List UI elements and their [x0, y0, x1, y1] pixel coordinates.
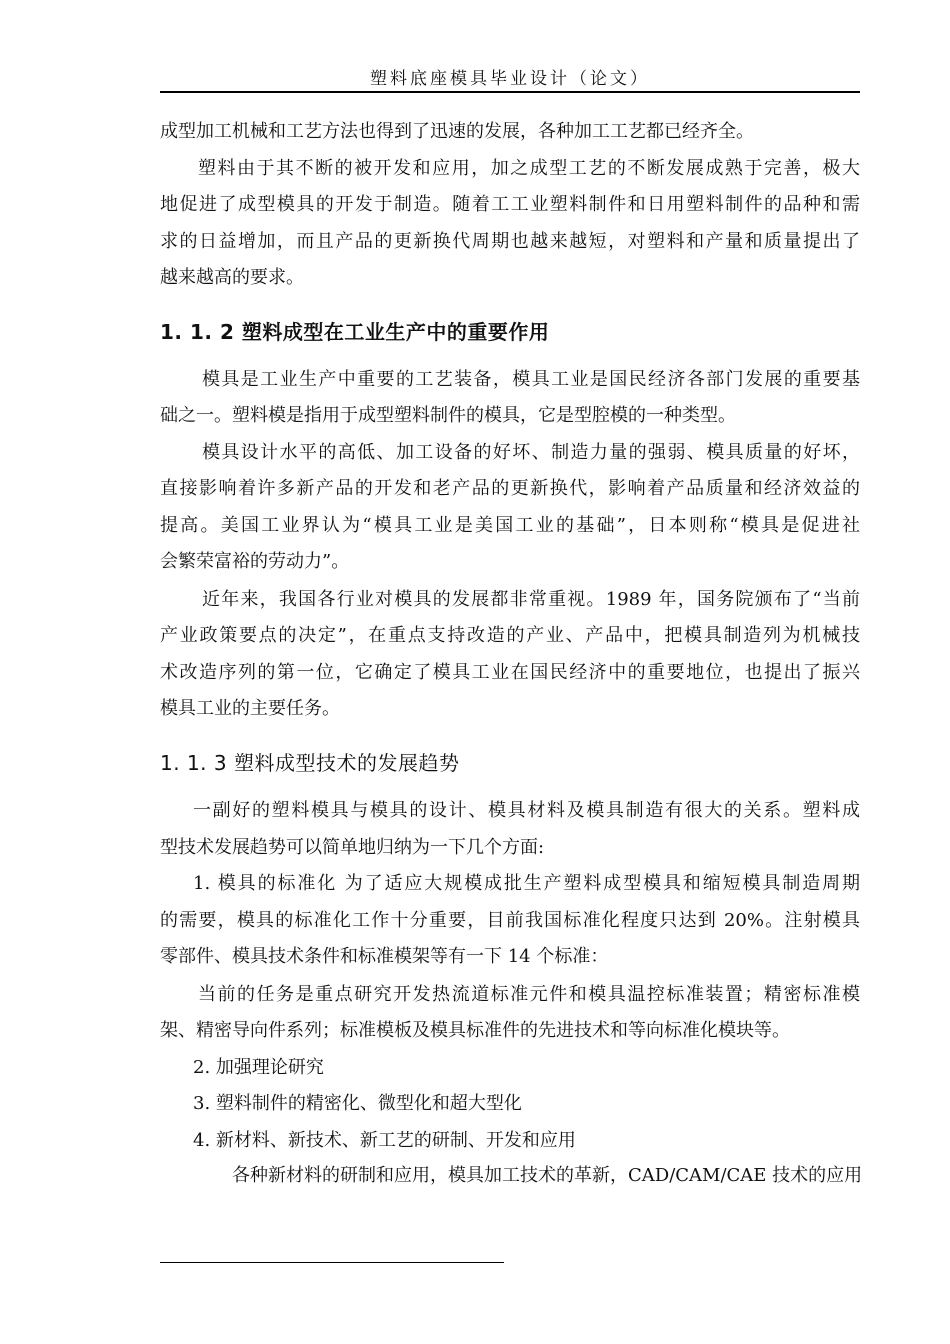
section-heading-1-1-2: 1. 1. 2 塑料成型在工业生产中的重要作用	[160, 320, 550, 344]
list-item: 3. 塑料制件的精密化、微型化和超大型化	[193, 1093, 522, 1114]
paragraph-line: 一副好的塑料模具与模具的设计、模具材料及模具制造有很大的关系。塑料成	[193, 800, 860, 821]
paragraph-line: 础之一。塑料模是指用于成型塑料制件的模具，它是型腔模的一种类型。	[160, 405, 736, 426]
section-heading-1-1-3: 1. 1. 3 塑料成型技术的发展趋势	[160, 751, 460, 775]
paragraph-line: 提高。美国工业界认为“模具工业是美国工业的基础”，日本则称“模具是促进社	[160, 515, 860, 536]
paragraph-line: 越来越高的要求。	[160, 267, 304, 288]
paragraph-line: 地促进了成型模具的开发于制造。随着工工业塑料制件和日用塑料制件的品种和需	[160, 194, 860, 215]
paragraph-line: 模具工业的主要任务。	[160, 698, 340, 719]
paragraph-line: 模具是工业生产中重要的工艺装备，模具工业是国民经济各部门发展的重要基	[202, 369, 860, 390]
paragraph-line: 型技术发展趋势可以简单地归纳为一下几个方面:	[160, 837, 545, 858]
paragraph-line: 当前的任务是重点研究开发热流道标准元件和模具温控标准装置；精密标准模	[198, 984, 860, 1005]
page-header-title: 塑料底座模具毕业设计（论文）	[370, 69, 650, 89]
paragraph-line: 架、精密导向件系列；标准模板及模具标准件的先进技术和等向标准化模块等。	[160, 1020, 790, 1041]
list-item: 1. 模具的标准化 为了适应大规模成批生产塑料成型模具和缩短模具制造周期	[193, 873, 860, 894]
paragraph-line: 求的日益增加，而且产品的更新换代周期也越来越短，对塑料和产量和质量提出了	[160, 231, 860, 252]
footnote-rule	[160, 1262, 504, 1263]
paragraph-line: 的需要，模具的标准化工作十分重要，目前我国标准化程度只达到 20%。注射模具	[160, 910, 860, 931]
paragraph-line: 产业政策要点的决定”，在重点支持改造的产业、产品中，把模具制造列为机械技	[160, 625, 860, 646]
paragraph-line: 塑料由于其不断的被开发和应用，加之成型工艺的不断发展成熟于完善，极大	[198, 158, 860, 179]
paragraph-line: 成型加工机械和工艺方法也得到了迅速的发展，各种加工工艺都已经齐全。	[160, 121, 754, 142]
paragraph-line: 各种新材料的研制和应用，模具加工技术的革新，CAD/CAM/CAE 技术的应用	[232, 1165, 863, 1186]
paragraph-line: 术改造序列的第一位，它确定了模具工业在国民经济中的重要地位，也提出了振兴	[160, 662, 860, 683]
list-item: 4. 新材料、新技术、新工艺的研制、开发和应用	[193, 1130, 576, 1151]
list-item: 2. 加强理论研究	[193, 1057, 324, 1078]
paragraph-line: 近年来，我国各行业对模具的发展都非常重视。1989 年，国务院颁布了“当前	[202, 589, 860, 610]
paragraph-line: 直接影响着许多新产品的开发和老产品的更新换代，影响着产品质量和经济效益的	[160, 478, 860, 499]
paragraph-line: 零部件、模具技术条件和标准模架等有一下 14 个标准：	[160, 946, 609, 967]
header-rule	[160, 91, 860, 93]
paragraph-line: 会繁荣富裕的劳动力”。	[160, 551, 350, 572]
paragraph-line: 模具设计水平的高低、加工设备的好坏、制造力量的强弱、模具质量的好坏，	[202, 442, 860, 463]
